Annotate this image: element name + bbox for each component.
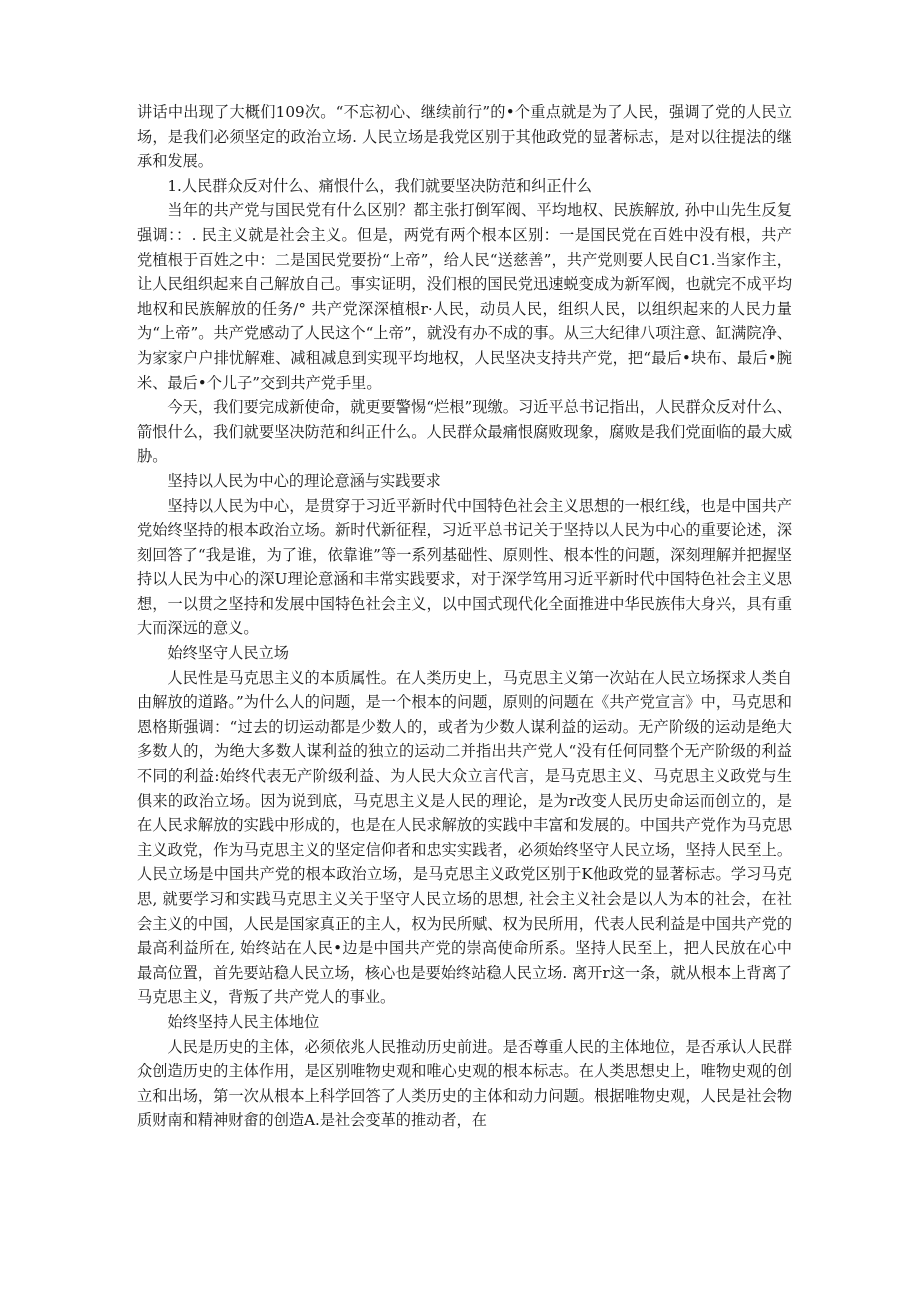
paragraph-6: 人民是历史的主体，必须依兆人民推动历史前进。是否尊重人民的主体地位，是否承认人民群众创造历史的主体作用，是区别唯物史观和唯心史观的根本标志。在人类思想史上，唯物史观的创立和出场，第一次从根本上科学回答了人类历史的主体和动力问题。根据唯物史观，人民是社会物质财南和精神财畲的创造A.是社会变革的推动者，在 [137, 1037, 792, 1130]
paragraph-3: 今天，我们要完成新使命，就更要警惕“烂根”现缴。习近平总书记指出，人民群众反对什么、箭恨什么，我们就要坚决防范和纠正什么。人民群众最痛恨腐败现象，腐败是我们党面临的最大威胁。 [137, 398, 792, 466]
paragraph-2: 当年的共产党与国民党有什么区别？都主张打倒军阀、平均地权、民族解放, 孙中山先生反复强调：：. 民主义就是社会主义。但是，两党有两个根本区别：一是国民党在百姓中没有根，共产党植根于百姓之中：二是国民党要扮“上帝”，给人民“送慈善”，共产党则要人民自C1.当家作主，让人民组织起来自己解放自己。事实证明，没们根的国民党迅速蜕变成为新军阀，也就完不成平均地权和民族解放的任务/° 共产党深深植根r·人民，动员人民，组织人民，以组织起来的人民力量为“上帝”。共产党感动了人民这个“上帝”，就没有办不成的事。从三大纪律八项注意、缸满院净、为家家户户排忧解难、减租减息到实现平均地权，人民坚决支持共产党，把“最后•块布、最后•腕米、最后•个儿子”交到共产党手里。 [137, 201, 792, 392]
section-heading-3: 始终坚守人民立场 [167, 644, 289, 663]
document-page [137, 100, 792, 1133]
paragraph-5: 人民性是马克思主义的本质属性。在人类历史上，马克思主义第一次站在人民立场探求人类自由解放的道路。”为什么人的问题，是一个根本的问题，原则的问题在《共产党宣言》中，马克思和恩格斯强调：“过去的切运动都是少数人的，或者为少数人谋利益的运动。无产阶级的运动是绝大多数人的，为绝大多数人谋利益的独立的运动二并指出共产党人“没有任何同整个无产阶级的利益不同的利益:始终代表无产阶级利益、为人民大众立言代言，是马克思主义、马克思主义政党与生俱来的政治立场。因为说到底，马克思主义是人民的理论，是为r改变人民历史命运而创立的，是在人民求解放的实践中形成的，也是在人民求解放的实践中丰富和发展的。中国共产党作为马克思主义政党，作为马克思主义的坚定信仰者和忠实实践者，必须始终坚守人民立场，坚持人民至上。人民立场是中国共产党的根本政治立场，是马克思主义政党区别于K他政党的显著标志。学习马克思, 就要学习和实践马克思主义关于坚守人民立场的思想, 社会主义社会是以人为本的社会，在社会主义的中国，人民是国家真正的主人，权为民所赋、权为民所用，代表人民利益是中国共产党的最高利益所在, 始终站在人民•边是中国共产党的崇高使命所系。坚持人民至上，把人民放在心中最高位置，首先要站稳人民立场，核心也是要始终站稳人民立场. 离开r这一条，就从根本上背离了马克思主义，背叛了共产党人的事业。 [137, 668, 792, 1007]
section-heading-2: 坚持以人民为中心的理论意涵与实践要求 [167, 471, 441, 490]
section-heading-4: 始终坚持人民主体地位 [167, 1012, 320, 1031]
paragraph-4: 坚持以人民为中心，是贯穿于习近平新时代中国特色社会主义思想的一根红线，也是中国共产党始终坚持的根本政治立场。新时代新征程，习近平总书记关于坚持以人民为中心的重要论述，深刻回答了“我是谁，为了谁，依靠谁”等一系列基础性、原则性、根本性的问题，深刻理解并把握坚持以人民为中心的深U理论意涵和丰常实践要求，对于深学笃用习近平新时代中国特色社会主义思想，一以贯之坚持和发展中国特色社会主义，以中国式现代化全面推进中华民族伟大身兴，具有重大而深远的意义。 [137, 496, 792, 638]
paragraph-1: 讲话中出现了大概们109次。“不忘初心、继续前行”的•个重点就是为了人民，强调了党的人民立场，是我们必须坚定的政治立场. 人民立场是我党区别于其他政党的显著标志，是对以往提法的继承和发展。 [137, 103, 792, 171]
section-heading-1: 1.人民群众反对什么、痛恨什么，我们就要坚决防范和纠正什么 [167, 176, 592, 195]
